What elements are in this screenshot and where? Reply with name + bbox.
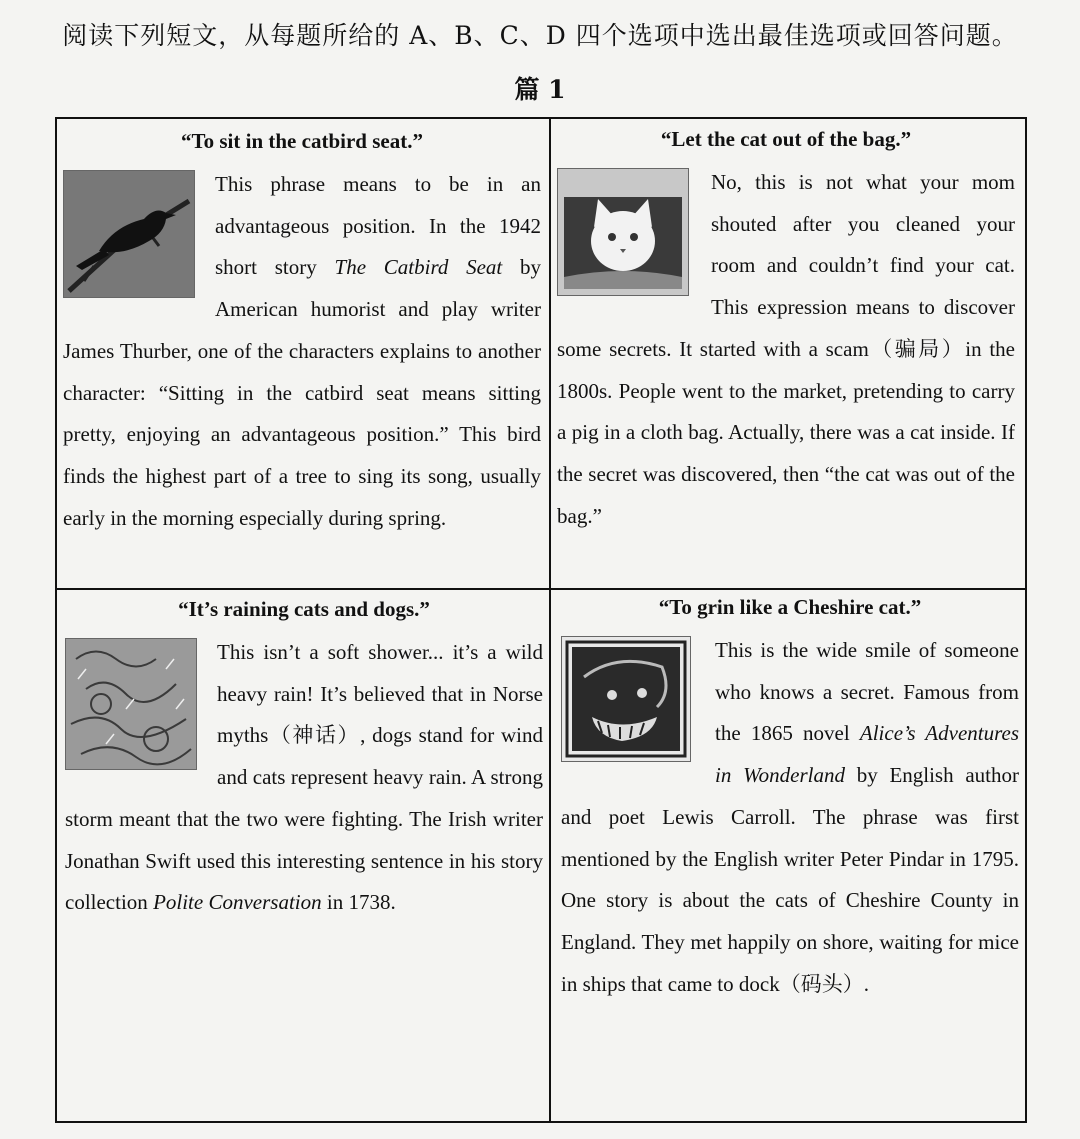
section-cheshire-cat [561, 595, 1019, 1115]
section-text: This is the wide smile of someone who knows a secret. Famous from the 1865 novel Alice’s Adventures in Wonderland by English author and poet Lewis Carroll. The phrase was first mentioned by the English writer Peter Pindar in 1795. One story is about the cats of Cheshire County in England. They met happily on shore, waiting for mice in ships that came to dock（码头）. [561, 638, 1019, 996]
cheshire-cat-image [561, 636, 691, 762]
section-raining-cats-dogs [65, 597, 543, 1117]
section-text: This phrase means to be in an advantageous position. In the 1942 short story The Catbird Seat by American humorist and play writer James Thurber, one of the characters explains to another character: “Sitting in the catbird seat means sitting pretty, enjoying an advantageous position.” This bird finds the highest part of a tree to sing its song, usually early in the morning especially during spring. [63, 172, 542, 530]
section-cat-out-of-bag [557, 127, 1015, 582]
cat-in-bag-image [557, 168, 689, 296]
section-heading: “It’s raining cats and dogs.” [178, 597, 430, 621]
rain-cats-dogs-image [65, 638, 197, 770]
section-text: No, this is not what your mom shouted after you cleaned your room and couldn’t find your cat. This expression means to discover some secrets. It started with a scam（骗局）in the 1800s. People went to the market, pretending to carry a pig in a cloth bag. Actually, there was a cat inside. If the secret was discovered, then “the cat was out of the bag.” [557, 170, 1015, 528]
grid-divider-vertical [549, 119, 551, 1121]
section-catbird-seat [63, 129, 541, 584]
instruction-text: 阅读下列短文，从每题所给的 A、B、C、D 四个选项中选出最佳选项或回答问题。 [62, 21, 1018, 50]
bird-on-branch-image [63, 170, 195, 298]
section-text: This isn’t a soft shower... it’s a wild heavy rain! It’s believed that in Norse myths（神话）, dogs stand for wind and cats represent heavy rain. A strong storm meant that the two were fighting. The Irish writer Jonathan Swift used this interesting sentence in his story collection Polite Conversation in 1738. [65, 640, 543, 915]
section-heading: “To grin like a Cheshire cat.” [658, 595, 922, 619]
grid-divider-horizontal [57, 588, 1025, 590]
idiom-grid [55, 117, 1027, 1123]
passage-title: 篇 1 [514, 75, 566, 104]
section-heading: “Let the cat out of the bag.” [660, 127, 912, 151]
section-heading: “To sit in the catbird seat.” [181, 129, 423, 153]
